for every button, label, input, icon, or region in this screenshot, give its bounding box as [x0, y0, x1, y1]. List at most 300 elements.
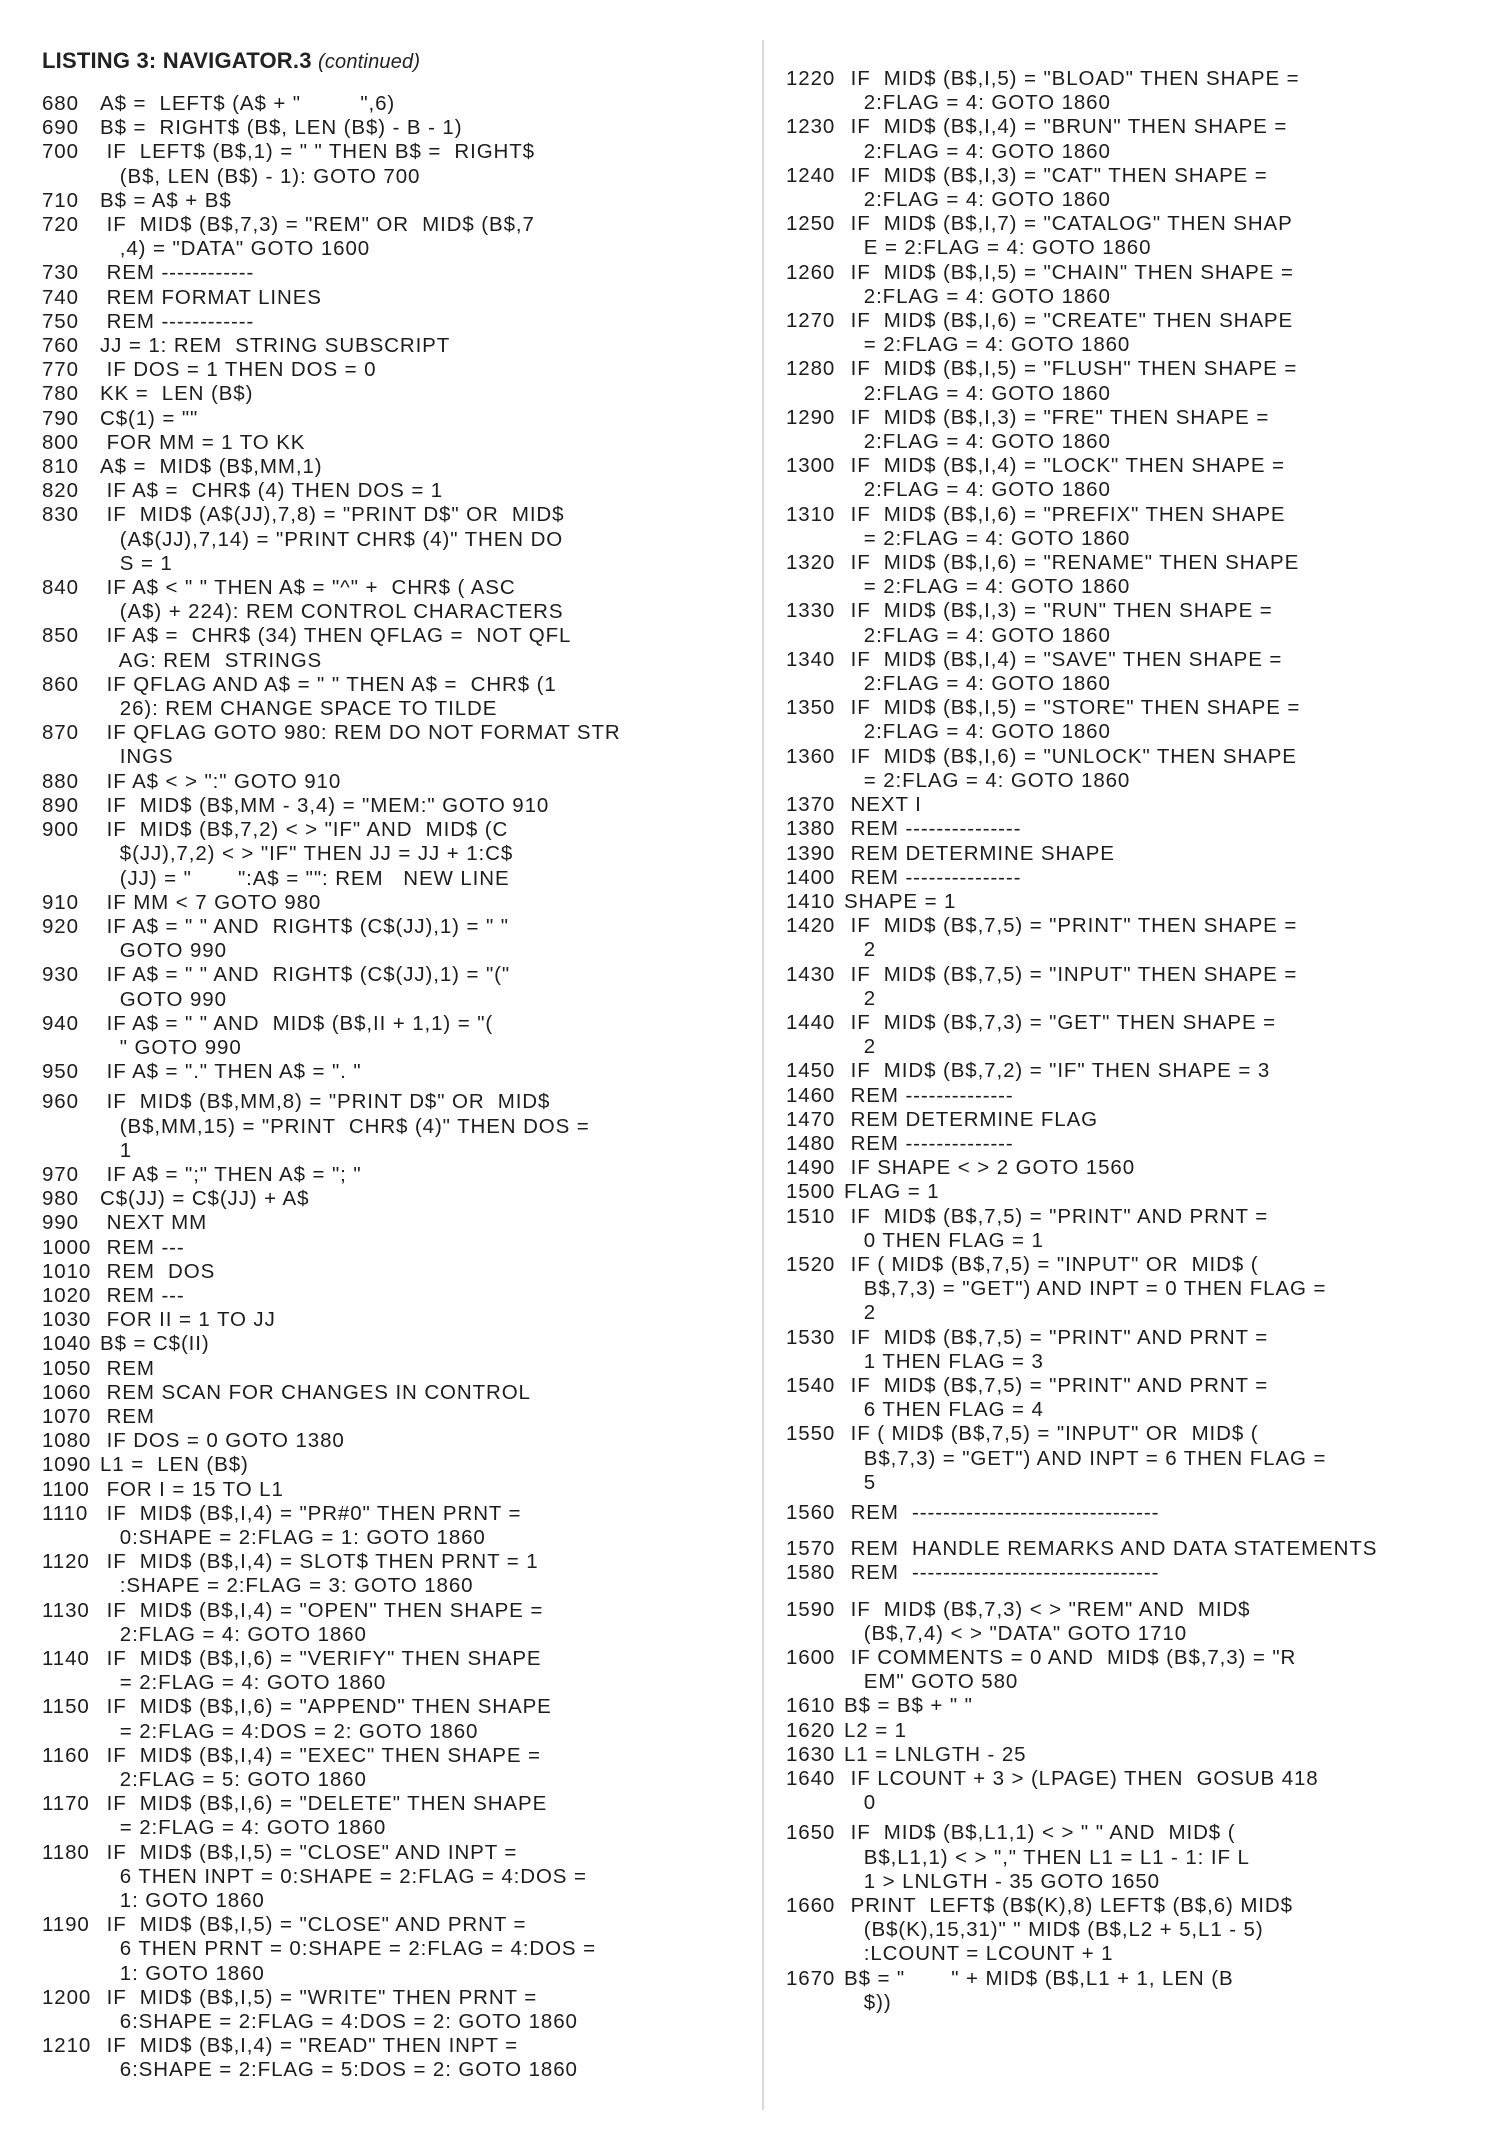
code-line: [42, 1115, 742, 1139]
line-number: 1630: [786, 1742, 836, 1766]
code-line: [42, 1405, 742, 1429]
code-text: IF A$ = "." THEN A$ = ". ": [100, 1060, 362, 1084]
code-text: IF DOS = 1 THEN DOS = 0: [100, 358, 377, 382]
code-line: [42, 1841, 742, 1865]
code-line: [786, 91, 1466, 115]
code-line: [42, 2058, 742, 2082]
code-text: (B$(K),15,31)" " MID$ (B$,L2 + 5,L1 - 5): [844, 1918, 1264, 1942]
code-line: [42, 1574, 742, 1598]
code-text: 1: [100, 1138, 133, 1162]
line-number: 1110: [42, 1501, 89, 1525]
code-line: [42, 1260, 742, 1284]
code-text: 1: GOTO 1860: [100, 1889, 265, 1913]
code-line: [42, 1357, 742, 1381]
code-text: IF MID$ (B$,I,5) = "STORE" THEN SHAPE =: [844, 696, 1301, 720]
code-line: [42, 673, 742, 697]
line-number: 980: [42, 1187, 79, 1211]
code-line: [42, 1671, 742, 1695]
code-line: [42, 1913, 742, 1937]
code-text: L2 = 1: [844, 1718, 907, 1742]
code-line: [42, 963, 742, 987]
code-text: IF A$ < " " THEN A$ = "^" + CHR$ ( ASC: [100, 576, 516, 600]
code-text: L1 = LEN (B$): [100, 1453, 249, 1477]
code-line: [786, 914, 1466, 938]
code-line: [42, 528, 742, 552]
code-line: [786, 1398, 1466, 1422]
code-line: [786, 1501, 1466, 1525]
code-line: [42, 1308, 742, 1332]
line-number: 740: [42, 285, 79, 309]
code-text: IF LEFT$ (B$,1) = " " THEN B$ = RIGHT$: [100, 140, 535, 164]
line-number: 1350: [786, 696, 836, 720]
line-number: 1210: [42, 2034, 92, 2058]
code-text: IF ( MID$ (B$,7,5) = "INPUT" OR MID$ (: [844, 1422, 1259, 1446]
code-text: IF DOS = 0 GOTO 1380: [100, 1429, 345, 1453]
code-text: (B$,7,4) < > "DATA" GOTO 1710: [844, 1621, 1188, 1645]
code-text: IF A$ = " " AND RIGHT$ (C$(JJ),1) = "(": [100, 963, 511, 987]
code-line: [786, 1132, 1466, 1156]
code-line: [786, 430, 1466, 454]
line-number: 1100: [42, 1477, 90, 1501]
line-number: 1060: [42, 1380, 92, 1404]
code-text: S = 1: [100, 551, 173, 575]
line-number: 780: [42, 382, 79, 406]
code-text: 5: [844, 1470, 877, 1494]
code-line: [42, 891, 742, 915]
code-text: 2:FLAG = 4: GOTO 1860: [844, 672, 1111, 696]
code-line: [42, 1012, 742, 1036]
code-line: [42, 1889, 742, 1913]
code-text: C$(1) = "": [100, 406, 199, 430]
code-line: [42, 552, 742, 576]
code-text: IF MID$ (B$,7,5) = "PRINT" THEN SHAPE =: [844, 914, 1298, 938]
code-text: IF COMMENTS = 0 AND MID$ (B$,7,3) = "R: [844, 1646, 1297, 1669]
code-line: [786, 1011, 1466, 1035]
code-line: [786, 1205, 1466, 1229]
code-text: = 2:FLAG = 4: GOTO 1860: [100, 1816, 387, 1840]
code-line: [42, 1429, 742, 1453]
code-line: [786, 357, 1466, 381]
code-text: IF MID$ (B$,I,4) = "READ" THEN INPT =: [100, 2034, 518, 2058]
code-line: [786, 1598, 1466, 1622]
code-line: [42, 1187, 742, 1211]
code-text: REM ------------: [100, 261, 255, 285]
code-text: REM DOS: [100, 1259, 216, 1283]
code-text: IF MID$ (B$,I,4) = "BRUN" THEN SHAPE =: [844, 115, 1288, 139]
code-line: [42, 721, 742, 745]
line-number: 690: [42, 116, 79, 140]
line-number: 1240: [786, 163, 836, 187]
line-number: 1440: [786, 1010, 836, 1034]
line-number: 1650: [786, 1821, 836, 1845]
code-line: [786, 696, 1466, 720]
code-text: 6:SHAPE = 2:FLAG = 4:DOS = 2: GOTO 1860: [100, 2010, 578, 2034]
line-number: 1170: [42, 1792, 90, 1816]
code-text: 0:SHAPE = 2:FLAG = 1: GOTO 1860: [100, 1525, 486, 1549]
code-text: AG: REM STRINGS: [100, 648, 323, 672]
line-number: 800: [42, 430, 79, 454]
line-number: 1390: [786, 841, 836, 865]
code-text: IF A$ = " " AND MID$ (B$,II + 1,1) = "(: [100, 1011, 494, 1035]
code-line: [42, 165, 742, 189]
code-text: PRINT LEFT$ (B$(K),8) LEFT$ (B$,6) MID$: [844, 1894, 1293, 1918]
code-text: REM SCAN FOR CHANGES IN CONTROL: [100, 1380, 531, 1404]
code-line: [786, 261, 1466, 285]
code-line: [786, 1084, 1466, 1108]
code-line: [42, 503, 742, 527]
line-number: 1080: [42, 1429, 92, 1453]
code-line: [42, 842, 742, 866]
code-text: IF MID$ (B$,7,3) = "REM" OR MID$ (B$,7: [100, 213, 535, 237]
code-text: = 2:FLAG = 4: GOTO 1860: [844, 768, 1131, 792]
code-line: [42, 92, 742, 116]
code-line: [786, 1537, 1466, 1561]
code-text: IF ( MID$ (B$,7,5) = "INPUT" OR MID$ (: [844, 1252, 1259, 1276]
code-text: NEXT MM: [100, 1211, 208, 1235]
right-code-column: [786, 67, 1466, 2015]
code-text: IF MID$ (B$,MM,8) = "PRINT D$" OR MID$: [100, 1090, 551, 1114]
code-line: [786, 1694, 1466, 1718]
line-number: 970: [42, 1162, 79, 1186]
code-text: 2: [844, 986, 877, 1010]
code-text: B$ = C$(II): [100, 1332, 210, 1356]
line-number: 1010: [42, 1259, 92, 1283]
line-number: 1550: [786, 1422, 836, 1446]
code-text: ,4) = "DATA" GOTO 1600: [100, 237, 371, 261]
code-text: (B$,MM,15) = "PRINT CHR$ (4)" THEN DOS =: [100, 1114, 590, 1138]
line-number: 760: [42, 334, 79, 358]
code-text: = 2:FLAG = 4:DOS = 2: GOTO 1860: [100, 1719, 479, 1743]
code-text: GOTO 990: [100, 939, 227, 963]
code-line: [786, 842, 1466, 866]
code-text: IF MID$ (B$,I,4) = "EXEC" THEN SHAPE =: [100, 1743, 541, 1767]
code-text: IF QFLAG AND A$ = " " THEN A$ = CHR$ (1: [100, 672, 557, 696]
code-line: [42, 1236, 742, 1260]
code-line: [786, 67, 1466, 91]
code-line: [786, 406, 1466, 430]
code-text: IF MID$ (B$,I,4) = SLOT$ THEN PRNT = 1: [100, 1550, 539, 1574]
code-text: IF MID$ (B$,7,3) < > "REM" AND MID$: [844, 1597, 1251, 1621]
line-number: 1220: [786, 67, 836, 90]
line-number: 1470: [786, 1107, 836, 1131]
code-line: [786, 672, 1466, 696]
code-text: IF LCOUNT + 3 > (LPAGE) THEN GOSUB 418: [844, 1767, 1319, 1791]
code-line: [786, 1870, 1466, 1894]
line-number: 1380: [786, 817, 836, 841]
code-line: [42, 1937, 742, 1961]
code-line: [786, 503, 1466, 527]
code-text: B$,L1,1) < > "," THEN L1 = L1 - 1: IF L: [844, 1845, 1250, 1869]
code-text: 2: [844, 1301, 877, 1325]
line-number: 900: [42, 818, 79, 842]
code-text: B$,7,3) = "GET") AND INPT = 6 THEN FLAG =: [844, 1446, 1327, 1470]
code-text: REM ---------------: [844, 865, 1022, 889]
line-number: 700: [42, 140, 79, 164]
code-line: [786, 115, 1466, 139]
line-number: 1340: [786, 647, 836, 671]
code-text: IF MID$ (B$,I,5) = "WRITE" THEN PRNT =: [100, 1985, 538, 2009]
code-line: [786, 720, 1466, 744]
code-line: [42, 1163, 742, 1187]
code-line: [786, 963, 1466, 987]
code-line: [786, 1253, 1466, 1277]
code-text: " GOTO 990: [100, 1035, 242, 1059]
code-line: [786, 769, 1466, 793]
code-text: IF MID$ (B$,I,6) = "CREATE" THEN SHAPE: [844, 309, 1294, 333]
code-line: [42, 1453, 742, 1477]
code-text: IF MID$ (B$,L1,1) < > " " AND MID$ (: [844, 1821, 1236, 1845]
code-text: REM FORMAT LINES: [100, 285, 322, 309]
line-number: 930: [42, 963, 79, 987]
code-line: [42, 382, 742, 406]
code-text: 6 THEN INPT = 0:SHAPE = 2:FLAG = 4:DOS =: [100, 1864, 587, 1888]
line-number: 1500: [786, 1180, 836, 1204]
code-text: IF A$ = CHR$ (34) THEN QFLAG = NOT QFL: [100, 624, 572, 648]
line-number: 1130: [42, 1598, 90, 1622]
code-line: [786, 164, 1466, 188]
code-text: FOR II = 1 TO JJ: [100, 1308, 276, 1332]
code-text: IF MID$ (B$,7,5) = "PRINT" AND PRNT =: [844, 1204, 1269, 1228]
code-text: IF MID$ (B$,7,5) = "PRINT" AND PRNT =: [844, 1325, 1269, 1349]
line-number: 1320: [786, 551, 836, 575]
code-text: IF SHAPE < > 2 GOTO 1560: [844, 1156, 1136, 1180]
code-text: :LCOUNT = LCOUNT + 1: [844, 1942, 1114, 1966]
continued-label: (continued): [317, 51, 421, 73]
code-line: [42, 1211, 742, 1235]
code-line: [786, 1326, 1466, 1350]
code-line: [786, 236, 1466, 260]
code-text: REM DETERMINE SHAPE: [844, 841, 1115, 865]
code-line: [42, 624, 742, 648]
code-text: C$(JJ) = C$(JJ) + A$: [100, 1187, 310, 1211]
line-number: 730: [42, 261, 79, 285]
code-text: IF A$ = CHR$ (4) THEN DOS = 1: [100, 479, 444, 503]
code-line: [786, 987, 1466, 1011]
line-number: 810: [42, 455, 79, 479]
code-line: [786, 1447, 1466, 1471]
code-line: [42, 116, 742, 140]
line-number: 1310: [786, 502, 836, 526]
line-number: 1030: [42, 1308, 92, 1332]
line-number: 720: [42, 213, 79, 237]
code-line: [42, 479, 742, 503]
line-number: 1450: [786, 1059, 836, 1083]
code-line: [786, 1471, 1466, 1495]
code-text: IF MID$ (B$,7,2) < > "IF" AND MID$ (C: [100, 818, 509, 842]
code-text: A$ = LEFT$ (A$ + " ",6): [100, 92, 396, 115]
line-number: 1580: [786, 1561, 836, 1585]
line-number: 880: [42, 769, 79, 793]
code-line: [786, 1229, 1466, 1253]
code-line: [786, 1622, 1466, 1646]
code-line: [786, 188, 1466, 212]
code-text: (A$) + 224): REM CONTROL CHARACTERS: [100, 600, 564, 624]
line-number: 1560: [786, 1500, 836, 1524]
line-number: 1530: [786, 1325, 836, 1349]
code-line: [42, 1478, 742, 1502]
code-text: FLAG = 1: [844, 1180, 940, 1204]
code-line: [42, 1865, 742, 1889]
code-text: 2: [844, 1035, 877, 1059]
line-number: 1510: [786, 1204, 836, 1228]
code-line: [786, 285, 1466, 309]
code-text: $(JJ),7,2) < > "IF" THEN JJ = JJ + 1:C$: [100, 842, 514, 866]
code-line: [786, 478, 1466, 502]
line-number: 770: [42, 358, 79, 382]
code-text: (B$, LEN (B$) - 1): GOTO 700: [100, 164, 421, 188]
left-code-column: [42, 92, 742, 2083]
code-text: IF MID$ (B$,I,6) = "VERIFY" THEN SHAPE: [100, 1647, 542, 1670]
code-line: [42, 2010, 742, 2034]
code-text: IF MID$ (B$,I,5) = "BLOAD" THEN SHAPE =: [844, 67, 1300, 90]
code-line: [42, 431, 742, 455]
code-text: IF MID$ (B$,I,4) = "OPEN" THEN SHAPE =: [100, 1598, 544, 1622]
code-line: [42, 1284, 742, 1308]
code-line: [42, 334, 742, 358]
code-line: [786, 1035, 1466, 1059]
code-text: B$ = A$ + B$: [100, 188, 232, 212]
code-line: [42, 867, 742, 891]
code-text: 1: GOTO 1860: [100, 1961, 265, 1985]
code-text: IF A$ = " " AND RIGHT$ (C$(JJ),1) = " ": [100, 914, 509, 938]
code-text: REM ------------: [100, 309, 255, 333]
line-number: 1370: [786, 793, 836, 817]
code-text: 26): REM CHANGE SPACE TO TILDE: [100, 697, 498, 721]
code-text: = 2:FLAG = 4: GOTO 1860: [844, 333, 1131, 357]
line-number: 1020: [42, 1283, 92, 1307]
code-line: [786, 1422, 1466, 1446]
code-line: [42, 1695, 742, 1719]
code-text: FOR MM = 1 TO KK: [100, 430, 306, 454]
code-text: REM --------------: [844, 1083, 1014, 1107]
code-text: IF MID$ (B$,I,5) = "FLUSH" THEN SHAPE =: [844, 357, 1298, 381]
code-line: [786, 454, 1466, 478]
code-line: [42, 697, 742, 721]
code-line: [786, 140, 1466, 164]
code-text: IF MM < 7 GOTO 980: [100, 890, 322, 914]
code-line: [786, 745, 1466, 769]
code-text: KK = LEN (B$): [100, 382, 254, 406]
code-line: [42, 1090, 742, 1114]
code-text: SHAPE = 1: [844, 889, 957, 913]
code-line: [42, 600, 742, 624]
line-number: 1670: [786, 1966, 836, 1990]
code-line: [42, 1502, 742, 1526]
code-text: 2:FLAG = 4: GOTO 1860: [844, 720, 1111, 744]
code-line: [786, 1918, 1466, 1942]
code-line: [42, 745, 742, 769]
line-number: 1420: [786, 914, 836, 938]
code-line: [42, 1720, 742, 1744]
code-line: [786, 1991, 1466, 2015]
line-number: 1620: [786, 1718, 836, 1742]
line-number: 1290: [786, 405, 836, 429]
code-line: [42, 1986, 742, 2010]
line-number: 1140: [42, 1647, 90, 1670]
code-text: (JJ) = " ":A$ = "": REM NEW LINE: [100, 866, 510, 890]
line-number: 1660: [786, 1894, 836, 1918]
code-text: 2:FLAG = 5: GOTO 1860: [100, 1768, 367, 1792]
code-line: [42, 1744, 742, 1768]
code-line: [786, 382, 1466, 406]
line-number: 890: [42, 793, 79, 817]
line-number: 1190: [42, 1913, 90, 1937]
code-text: IF MID$ (B$,I,5) = "CHAIN" THEN SHAPE =: [844, 260, 1294, 284]
code-line: [786, 1894, 1466, 1918]
line-number: 990: [42, 1211, 79, 1235]
code-text: IF A$ < > ":" GOTO 910: [100, 769, 342, 793]
code-text: 2:FLAG = 4: GOTO 1860: [844, 139, 1111, 163]
code-text: REM ---------------: [844, 817, 1022, 841]
code-text: REM HANDLE REMARKS AND DATA STATEMENTS: [844, 1537, 1378, 1561]
code-text: 2:FLAG = 4: GOTO 1860: [100, 1622, 367, 1646]
code-text: $)): [844, 1990, 892, 2014]
listing-title: LISTING 3: NAVIGATOR.3: [42, 48, 312, 73]
line-number: 920: [42, 914, 79, 938]
code-line: [786, 817, 1466, 841]
line-number: 1430: [786, 962, 836, 986]
listing-heading: [42, 48, 420, 74]
code-text: IF MID$ (B$,7,2) = "IF" THEN SHAPE = 3: [844, 1059, 1271, 1083]
code-line: [42, 310, 742, 334]
code-line: [42, 2034, 742, 2058]
line-number: 840: [42, 576, 79, 600]
code-line: [786, 1967, 1466, 1991]
line-number: 1600: [786, 1646, 836, 1669]
code-line: [42, 649, 742, 673]
line-number: 910: [42, 890, 79, 914]
code-text: IF MID$ (B$,I,3) = "RUN" THEN SHAPE =: [844, 599, 1273, 623]
code-line: [786, 890, 1466, 914]
line-number: 1300: [786, 454, 836, 478]
code-text: 1 > LNLGTH - 35 GOTO 1650: [844, 1869, 1160, 1893]
line-number: 1260: [786, 260, 836, 284]
code-line: [786, 1821, 1466, 1845]
code-line: [42, 237, 742, 261]
code-text: GOTO 990: [100, 987, 227, 1011]
code-text: REM ---: [100, 1235, 185, 1259]
code-text: IF MID$ (B$,I,3) = "FRE" THEN SHAPE =: [844, 405, 1270, 429]
code-line: [786, 1743, 1466, 1767]
line-number: 1610: [786, 1694, 836, 1718]
code-line: [42, 1332, 742, 1356]
line-number: 1520: [786, 1252, 836, 1276]
line-number: 1360: [786, 744, 836, 768]
code-line: [786, 1561, 1466, 1585]
line-number: 860: [42, 672, 79, 696]
code-text: IF MID$ (B$,I,4) = "PR#0" THEN PRNT =: [100, 1501, 522, 1525]
code-text: JJ = 1: REM STRING SUBSCRIPT: [100, 334, 451, 358]
line-number: 850: [42, 624, 79, 648]
code-line: [42, 455, 742, 479]
code-line: [42, 818, 742, 842]
code-text: L1 = LNLGTH - 25: [844, 1742, 1027, 1766]
code-line: [786, 1108, 1466, 1132]
code-line: [786, 1846, 1466, 1870]
code-line: [786, 551, 1466, 575]
code-line: [786, 1719, 1466, 1743]
code-line: [42, 915, 742, 939]
code-line: [786, 1942, 1466, 1966]
code-text: B$,7,3) = "GET") AND INPT = 0 THEN FLAG =: [844, 1277, 1327, 1301]
code-line: [786, 1180, 1466, 1204]
code-text: 0 THEN FLAG = 1: [844, 1228, 1044, 1252]
code-text: IF MID$ (B$,I,5) = "CLOSE" AND PRNT =: [100, 1913, 527, 1937]
code-text: 2:FLAG = 4: GOTO 1860: [844, 430, 1111, 454]
code-line: [42, 576, 742, 600]
code-text: IF MID$ (B$,I,4) = "SAVE" THEN SHAPE =: [844, 647, 1283, 671]
code-line: [786, 1374, 1466, 1398]
